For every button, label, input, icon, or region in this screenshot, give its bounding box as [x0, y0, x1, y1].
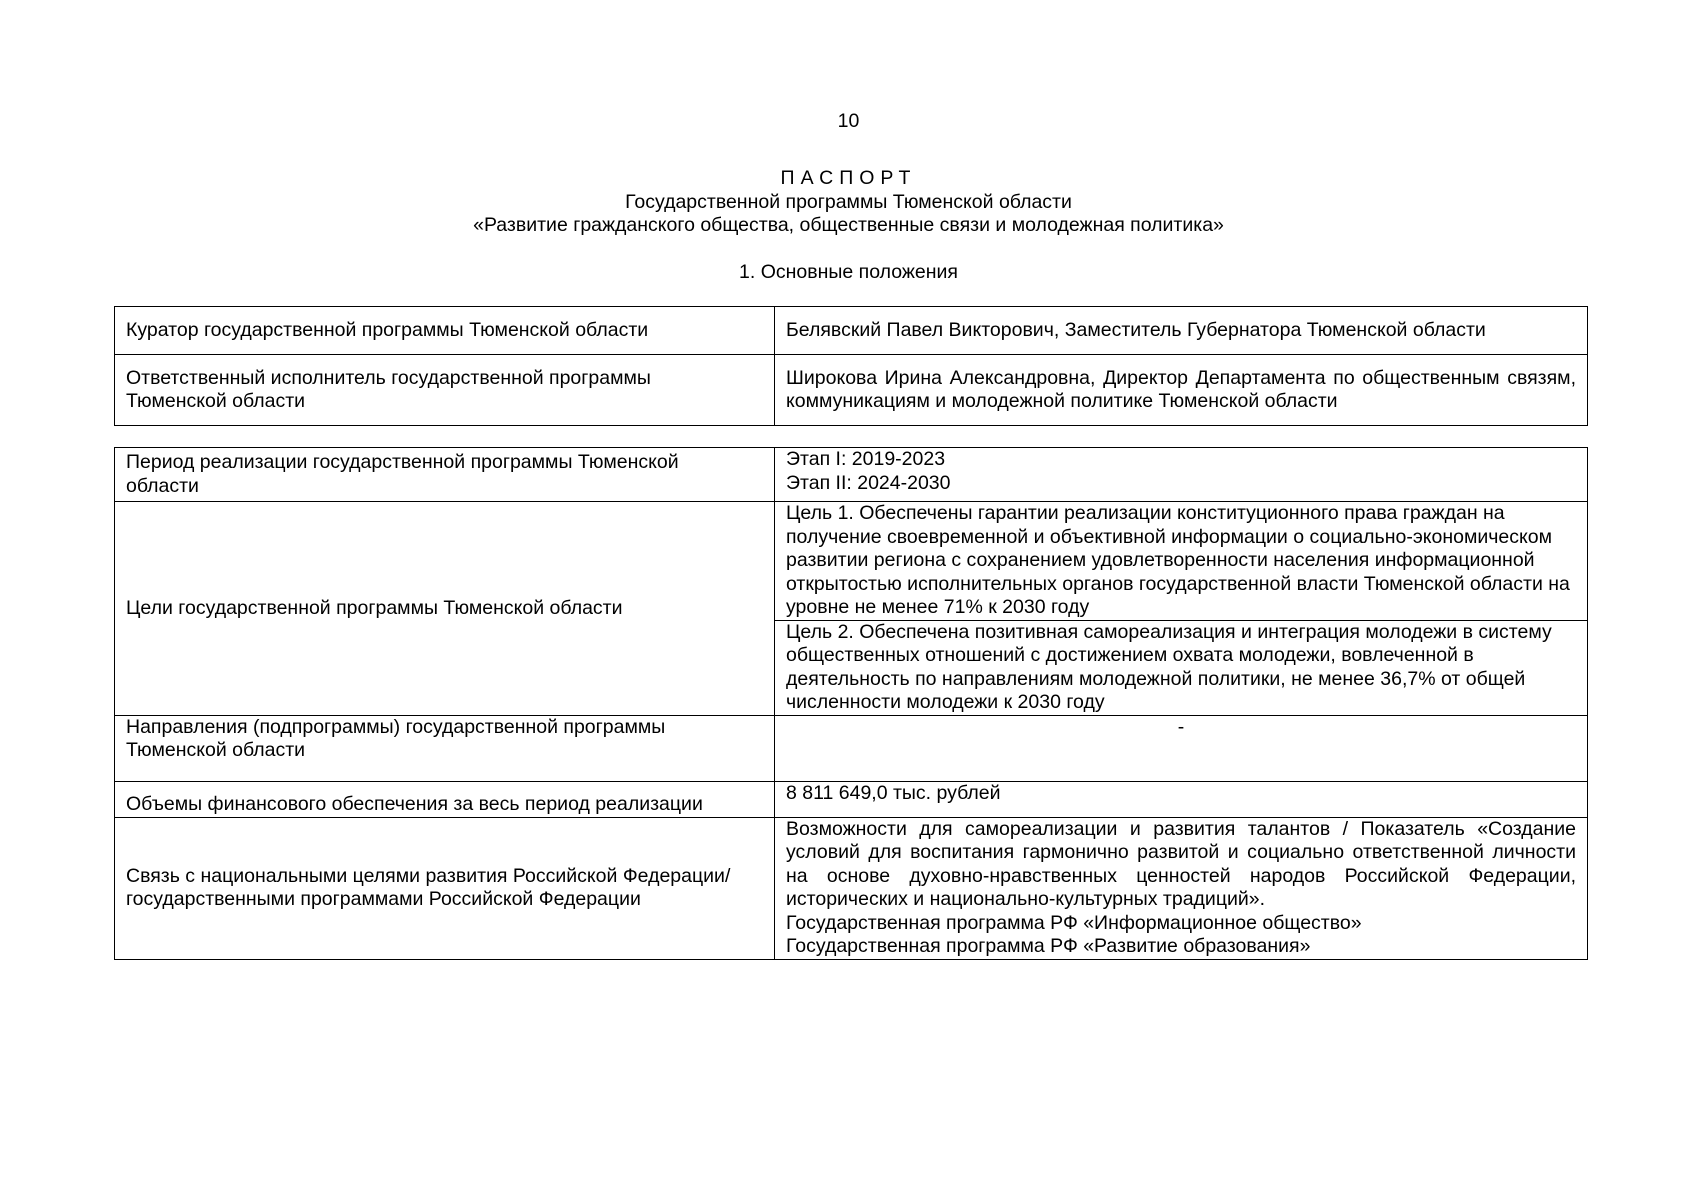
- stage-2: Этап II: 2024-2030: [786, 471, 951, 494]
- funding-value: 8 811 649,0 тыс. рублей: [775, 781, 1588, 817]
- period-label: Период реализации государственной программы Тюменской области: [115, 448, 775, 502]
- program-details-table: [114, 447, 1588, 960]
- national-links-label: Связь с национальными целями развития Российской Федерации/ государственными программами Российской Федерации: [115, 817, 775, 959]
- directions-label: Направления (подпрограммы) государственной программы Тюменской области: [115, 715, 775, 781]
- curator-label: Куратор государственной программы Тюменской области: [115, 307, 775, 355]
- table-row: [115, 715, 1588, 781]
- executor-label: Ответственный исполнитель государственной программы Тюменской области: [115, 355, 775, 426]
- document-title: ПАСПОРТ: [780, 167, 917, 189]
- curator-value: Белявский Павел Викторович, Заместитель Губернатора Тюменской области: [775, 307, 1588, 355]
- table-row: [115, 781, 1588, 817]
- table-row: [115, 307, 1588, 355]
- funding-label: Объемы финансового обеспечения за весь период реализации: [115, 781, 775, 817]
- program-name: «Развитие гражданского общества, общественные связи и молодежная политика»: [473, 214, 1224, 236]
- main-provisions-table: [114, 306, 1588, 426]
- program-subtitle: Государственной программы Тюменской области: [625, 190, 1072, 213]
- goal-1: Цель 1. Обеспечены гарантии реализации конституционного права граждан на получение своевременной и объективной информации о социально-экономическом развитии региона с сохранением удовлетворенности населения информационной открытостью исполнительных органов государственной власти Тюменской области на уровне не менее 71% к 2030 году: [775, 502, 1588, 621]
- period-value: [775, 448, 1588, 502]
- goal-2: Цель 2. Обеспечена позитивная самореализация и интеграция молодежи в систему общественных отношений с достижением охвата молодежи, вовлеченной в деятельность по направлениям молодежной политики, не менее 36,7% от общей численности молодежи к 2030 году: [775, 620, 1588, 715]
- document-header: [0, 167, 1697, 238]
- section-title: 1. Основные положения: [739, 261, 958, 283]
- national-links-value: [775, 817, 1588, 959]
- state-program-info-society: Государственная программа РФ «Информационное общество»: [786, 911, 1362, 934]
- state-program-education: Государственная программа РФ «Развитие образования»: [786, 935, 1311, 957]
- page-number: 10: [837, 110, 860, 132]
- table-row: [115, 502, 1588, 621]
- national-goal-link: Возможности для самореализации и развития талантов / Показатель «Создание условий для воспитания гармонично развитой и социально ответственной личности на основе духовно-нравственных ценностей народов Российской Федерации, исторических и национально-культурных традиций».: [786, 817, 1576, 910]
- table-row: [115, 448, 1588, 502]
- goals-label: Цели государственной программы Тюменской области: [115, 502, 775, 716]
- executor-value: Широкова Ирина Александровна, Директор Департамента по общественным связям, коммуникациям и молодежной политике Тюменской области: [775, 355, 1588, 426]
- directions-value: -: [775, 715, 1588, 781]
- stage-1: Этап I: 2019-2023: [786, 448, 946, 470]
- table-row: [115, 355, 1588, 426]
- table-row: [115, 817, 1588, 959]
